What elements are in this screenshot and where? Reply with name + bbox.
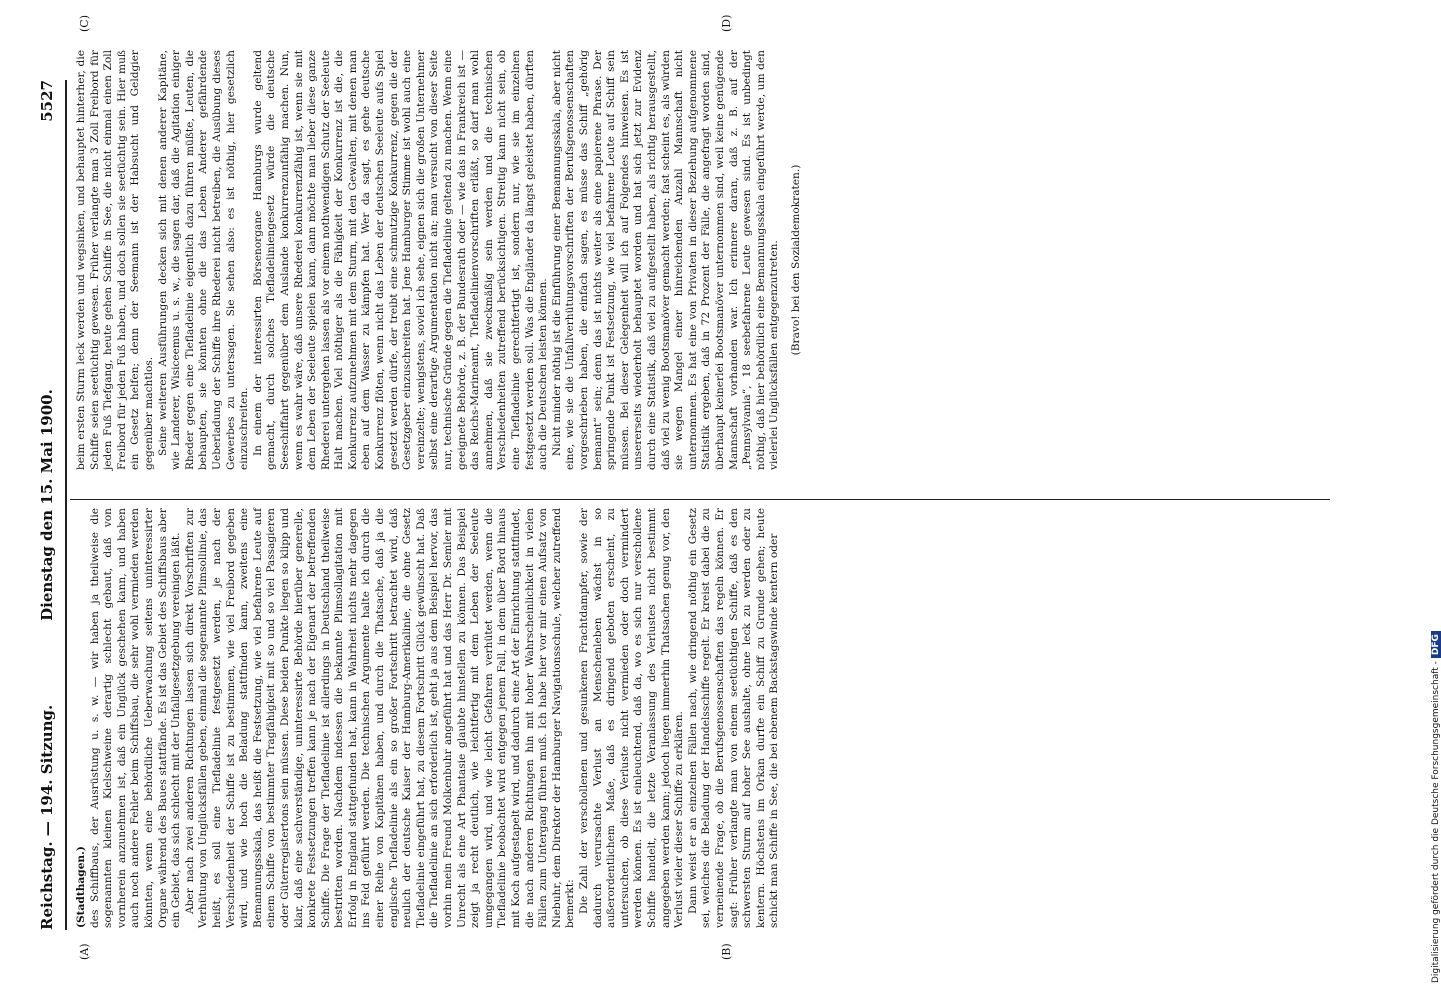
quote-paragraph: Die Zahl der verschollenen und gesunkenen Frachtdampfer, sowie der dadurch verursachte Verlust an Menschenleben wächst in so außerordentlichem Maße, daß es dringend geboten erscheint, zu untersuchen, ob diese Verluste nicht vermieden oder doch vermindert werden können. Es ist einleuchtend, daß da, wo es sich nur verschollene Schiffe handelt, die letzte Veranlassung des Verlustes nicht bestimmt angegeben werden kann; jedoch liegen immerhin Thatsachen genug vor, den Verlust vieler dieser Schiffe zu erklären. bbox=[577, 508, 686, 928]
paragraph: Aber nach zwei anderen Richtungen lassen sich direkt Vorschriften zur Verhütung von Unglücksfällen geben, einmal die sogenannte Plimsollinie, das heißt, es soll eine Tiefladelinie festgesetzt werden, je nach der Verschiedenheit der Schiffe ist zu bestimmen, wie viel Freibord gegeben wird, und wie hoch die Beladung stattfinden kann, zweitens eine Bemannungsskala, das heißt die Festsetzung, wie viel befahrene Leute auf einem Schiffe von bestimmter Tragfähigkeit mit so und so viel Passagieren oder Güterregistertons sein müssen. Diese beiden Punkte liegen so klipp und klar, daß eine sachverständige, uninteressirte Behörde hierüber generelle, konkrete Festsetzungen treffen kann je nach der Eigenart der betreffenden Schiffe. Die Frage der Tiefladelinie ist allerdings in Deutschland theilweise bestritten worden. Nachdem indessen die bekannte Plimsollagitation mit Erfolg in England stattgefunden hat, kann in Wahrheit nichts mehr dagegen ins Feld geführt werden. Die technischen Argumente halte ich durch die einer Reihe von Kapitänen haben, und durch die Thatsache, daß ja die englische Tiefladelinie als ein so großer Fortschritt betrachtet wird, daß neulich der deutsche Kaiser der Hamburg-Amerikalinie, die ohne Gesetz Tiefladelinie eingeführt hat, zu diesem Fortschritt Glück gewünscht hat. Daß die Tiefladelinie an sich erforderlich ist, geht ja aus dem Beispiel hervor, das vorhin mein Freund Molkenbuhr angeführt hat und das Herr Dr. Semler mit Unrecht als eine Art Phantasie glaubte hinstellen zu können. Das Beispiel zeigt ja recht deutlich, wie leichtfertig mit dem Leben der Seeleute umgegangen wird, und wie leicht Gefahren verhütet werden, wenn die Tiefladelinie beobachtet wird entgegen jenem Fall, in dem über Bord hinaus mit Koch aufgestapelt wird, und dadurch eine Art der Einrichtung stattfindet, die nach anderen Richtungen hin mit hoher Wahrscheinlichkeit in vielen Fällen zum Untergang führen muß. Ich habe hier vor mir einen Aufsatz von Niebuhr, dem Direktor der Hamburger Navigationsschule, welcher zutreffend bemerkt: bbox=[183, 508, 577, 928]
page-header bbox=[38, 80, 62, 930]
dfg-logo: DFG bbox=[1431, 631, 1441, 658]
header-date: Dienstag den 15. Mai 1900. bbox=[38, 389, 56, 621]
margin-marker-a: (A) bbox=[78, 943, 91, 960]
applause-note: (Bravo! bei den Sozialdemokraten.) bbox=[789, 164, 802, 356]
paragraph: In einem der interessirten Börsenorgane Hamburgs wurde geltend gemacht, durch solches Tiefladeliniengesetz würde die deutsche Seeschiffahrt gegenüber dem Auslande konkurrenzunfähig machen. Nun, wenn es wahr wäre, daß unsere Rhederei konkurrenzfähig ist, wenn sie mit dem Leben der Seeleute spielen kann, dann möchte man lieber diese ganze Rhederei untergehen lassen als vor einem nothwendigen Schutz der Seeleute Halt machen. Viel nöthiger als die Fähigkeit der Konkurrenz ist die, die Konkurrenz aufzunehmen mit dem Sturm, mit den Gewalten, mit denen man eben auf dem Wasser zu kämpfen hat. Wer da sagt, es gehe deutsche Konkurrenz flöten, wenn nicht das Leben der deutschen Seeleute aufs Spiel gesetzt werden dürfe, der treibt eine schmutzige Konkurrenz, gegen die der Gesetzgeber einzuschreiten hat. Jene Hamburger Stimme ist wohl auch eine vereinzelte; wenigstens, soviel ich sehe, eignen sich die großen Unternehmer selbst eine derartige Argumentation nicht an; man versucht von dieser Seite nur, technische Gründe gegen die Tiefladelinie geltend zu machen. Wenn eine geeignete Behörde, z. B. der Bundesrath oder — wie das in Frankreich ist — das Reichs-Marineamt, Tiefladelinienvorschriften erläßt, so darf man wohl annehmen, daß sie zweckmäßig sein werden und die technischen Verschiedenheiten zutreffend berücksichtigen. Streitig kann nicht sein, ob eine Tiefladelinie gerechtfertigt ist, sondern nur, wie sie im einzelnen festgesetzt werden soll. Was die Engländer da längst geleistet haben, dürften auch die Deutschen leisten können. bbox=[251, 50, 550, 470]
column-divider bbox=[70, 499, 1330, 500]
header-rule bbox=[65, 80, 67, 930]
paragraph: Seine weiteren Ausführungen decken sich mit denen anderer Kapitäne, wie Landerer, Wisiceemus u. s. w., die sagen dar, daß die Agitation einiger Rheder gegen eine Tiefladelinie eigentlich dazu führen müßte, Leuten, die behaupten, sie könnten ohne die das Leben Anderer gefährdende Ueberladung der Schiffe ihre Rhederei nicht betreiben, die Ausübung dieses Gewerbes zu untersagen. Sie sehen also: es ist nöthig, hier gesetzlich einzuschreiten. bbox=[156, 50, 251, 470]
right-column bbox=[75, 50, 803, 470]
quote-paragraph: beim ersten Sturm leck werden und wegsinken, und behauptet hinterher, die Schiffe seien seetüchtig gewesen. Früher verlangte man 3 Zoll Freibord für jeden Fuß Tiefgang, heute gehen Schiffe in See, die nicht einmal einen Zoll Freibord für jeden Fuß haben, und doch sollen sie seetüchtig sein. Hier muß ein Gesetz helfen; denn der Seemann ist der Habsucht und Geldgier gegenüber machtlos. bbox=[75, 50, 155, 470]
credit-text: Digitalisierung gefördert durch die Deutsche Forschungsgemeinschaft - bbox=[1431, 661, 1441, 983]
speaker-name: (Stadthagen.) bbox=[75, 846, 87, 928]
header-session: Reichstag. — 194. Sitzung. bbox=[38, 704, 56, 930]
digitization-credit bbox=[1418, 8, 1441, 993]
paragraph: des Schiffbaus, der Ausrüstung u. s. w. — wir haben ja theilweise die sogenannten kleinen Kielschweine derartig schlecht gebaut, daß von vornherein anzunehmen ist, daß ein Unglück geschehen kann, und haben auch noch andere Fehler beim Schiffsbau, die sehr wohl vermieden werden könnten, wenn eine behördliche Ueberwachung seitens uninteressirter Organe während des Baues stattfände. Es ist das Gebiet des Schiffsbaus aber ein Gebiet, das sich schlecht mit der Unfallgesetzgebung vereinigen läßt. bbox=[88, 508, 183, 928]
left-column bbox=[75, 508, 782, 928]
margin-marker-b: (B) bbox=[720, 943, 733, 960]
margin-marker-d: (D) bbox=[720, 14, 733, 32]
paragraph: Dann weist er an einzelnen Fällen nach, wie dringend nöthig ein Gesetz sei, welches die Beladung der Handelsschiffe regelt. Er kreist dabei die zu verneinende Frage, ob die Berufsgenossenschaften das regeln können. Er sagt: Früher verlangte man von einem seetüchtigen Schiffe, daß es den schwersten Sturm auf hoher See aushalte, ohne leck zu werden oder zu kentern. Höchstens im Orkan durfte ein Schiff zu Grunde gehen; heute schickt man Schiffe in See, die bei ebenem Backstagswinde kentern oder bbox=[686, 508, 781, 928]
paragraph: Nicht minder nöthig ist die Einführung einer Bemannungsskala, aber nicht eine, wie sie die Unfallverhütungsvorschriften der Berufsgenossenschaften vorgeschrieben haben, die einfach sagen, es müsse das Schiff „gehörig bemannt“ sein; denn das ist nichts weiter als eine papierene Phrase. Der springende Punkt ist Festsetzung, wie viel befahrene Leute auf Schiff sein müssen. Bei dieser Gelegenheit will ich auf Folgendes hinweisen. Es ist unsererseits wiederholt behauptet worden und hat sich jetzt zur Evidenz durch eine Statistik, daß viel zu aufgestellt haben, als richtig herausgestellt, daß viel zu wenig Bootsmanöver gemacht werden; fast scheint es, als würden sie wegen Mangel einer hinreichenden Anzahl Mannschaft nicht unternommen. Es hat eine von Privaten in dieser Beziehung aufgenommene Statistik ergeben, daß in 72 Prozent der Fälle, die angefragt worden sind, überhaupt keinerlei Bootsmanöver unternommen sind, weil keine genügende Mannschaft vorhanden war. Ich erinnere daran, daß z. B. auf der „Pennsylvania“, 18 seebefahrene Leute gewesen sind. Es ist unbedingt nöthig, daß hier behördlich eine Bemannungsskala eingeführt werde, um den vielerlei Unglücksfällen entgegenzutreten. bbox=[550, 50, 781, 470]
page-number: 5527 bbox=[38, 80, 56, 122]
margin-marker-c: (C) bbox=[78, 15, 91, 32]
